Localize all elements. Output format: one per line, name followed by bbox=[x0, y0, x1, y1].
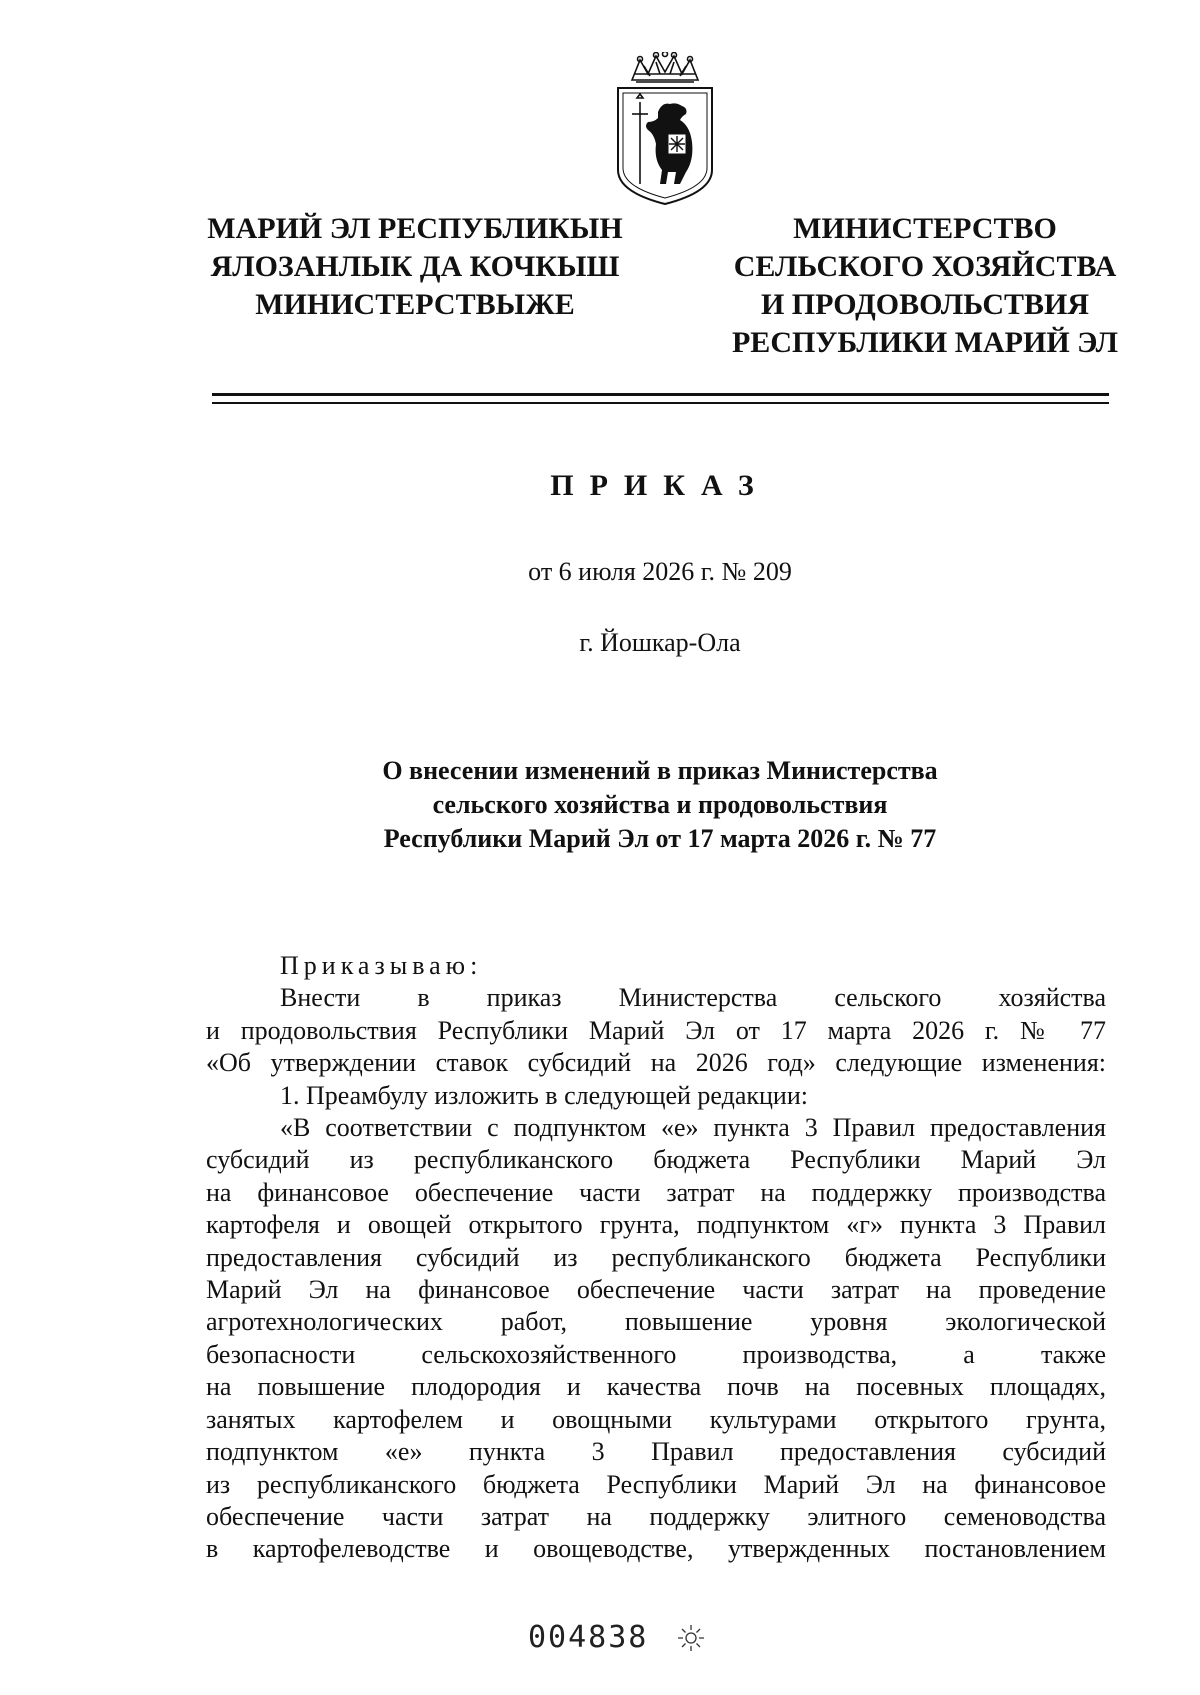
document-body bbox=[206, 950, 1106, 1566]
document-type-title: ПРИКАЗ bbox=[550, 469, 770, 502]
document-city: г. Йошкар-Ола bbox=[579, 628, 741, 657]
header-right-line-2: СЕЛЬСКОГО ХОЗЯЙСТВА bbox=[733, 250, 1117, 283]
body-line: из республиканского бюджета Республики Марий Эл на финансовое bbox=[206, 1469, 1106, 1499]
body-line: агротехнологических работ, повышение уровня экологической bbox=[206, 1307, 1106, 1337]
body-line: 1. Преамбулу изложить в следующей редакции: bbox=[280, 1080, 808, 1110]
form-serial-number: 004838 bbox=[528, 1620, 649, 1655]
body-line: субсидий из республиканского бюджета Республики Марий Эл bbox=[206, 1145, 1106, 1175]
header-left-line-3: МИНИСТЕРСТВЫЖЕ bbox=[255, 288, 575, 321]
body-line: «В соответствии с подпунктом «е» пункта 3 Правил предоставления bbox=[280, 1113, 1106, 1143]
header-left-line-2: ЯЛОЗАНЛЫК ДА КОЧКЫШ bbox=[210, 250, 620, 283]
header-divider-thin bbox=[212, 402, 1109, 404]
body-line: занятых картофелем и овощными культурами открытого грунта, bbox=[206, 1404, 1106, 1434]
header-mari-name bbox=[185, 210, 645, 324]
header-left-line-1: МАРИЙ ЭЛ РЕСПУБЛИКЫН bbox=[207, 212, 623, 245]
body-line: в картофелеводстве и овощеводстве, утвержденных постановлением bbox=[206, 1534, 1106, 1564]
header-divider-thick bbox=[212, 393, 1109, 396]
subject-line-3: Республики Марий Эл от 17 марта 2026 г. № 77 bbox=[383, 824, 937, 853]
body-line: на повышение плодородия и качества почв на посевных площадях, bbox=[206, 1372, 1106, 1402]
document-date-number: от 6 июля 2026 г. № 209 bbox=[528, 557, 792, 586]
header-russian-name bbox=[715, 210, 1135, 362]
body-line: подпунктом «е» пункта 3 Правил предоставления субсидий bbox=[206, 1437, 1106, 1467]
security-seal-icon bbox=[675, 1622, 707, 1654]
order-word: Приказываю: bbox=[280, 951, 483, 980]
body-line: картофеля и овощей открытого грунта, подпунктом «г» пункта 3 Правил bbox=[206, 1210, 1106, 1240]
body-line: предоставления субсидий из республиканского бюджета Республики bbox=[206, 1242, 1106, 1272]
subject-line-1: О внесении изменений в приказ Министерства bbox=[382, 756, 938, 785]
body-line: «Об утверждении ставок субсидий на 2026 год» следующие изменения: bbox=[206, 1048, 1106, 1078]
body-line: обеспечение части затрат на поддержку элитного семеноводства bbox=[206, 1501, 1106, 1531]
header-right-line-4: РЕСПУБЛИКИ МАРИЙ ЭЛ bbox=[731, 326, 1118, 359]
body-line: Внести в приказ Министерства сельского хозяйства bbox=[280, 983, 1106, 1013]
document-subject bbox=[0, 754, 1200, 856]
header-right-line-3: И ПРОДОВОЛЬСТВИЯ bbox=[760, 288, 1090, 321]
body-line: безопасности сельскохозяйственного производства, а также bbox=[206, 1339, 1106, 1369]
body-line: Марий Эл на финансовое обеспечение части затрат на проведение bbox=[206, 1275, 1106, 1305]
body-line: и продовольствия Республики Марий Эл от 17 марта 2026 г. № 77 bbox=[206, 1015, 1106, 1045]
subject-line-2: сельского хозяйства и продовольствия bbox=[432, 790, 888, 819]
coat-of-arms-emblem bbox=[610, 52, 720, 207]
body-line: на финансовое обеспечение части затрат на поддержку производства bbox=[206, 1177, 1106, 1207]
header-right-line-1: МИНИСТЕРСТВО bbox=[793, 212, 1057, 245]
